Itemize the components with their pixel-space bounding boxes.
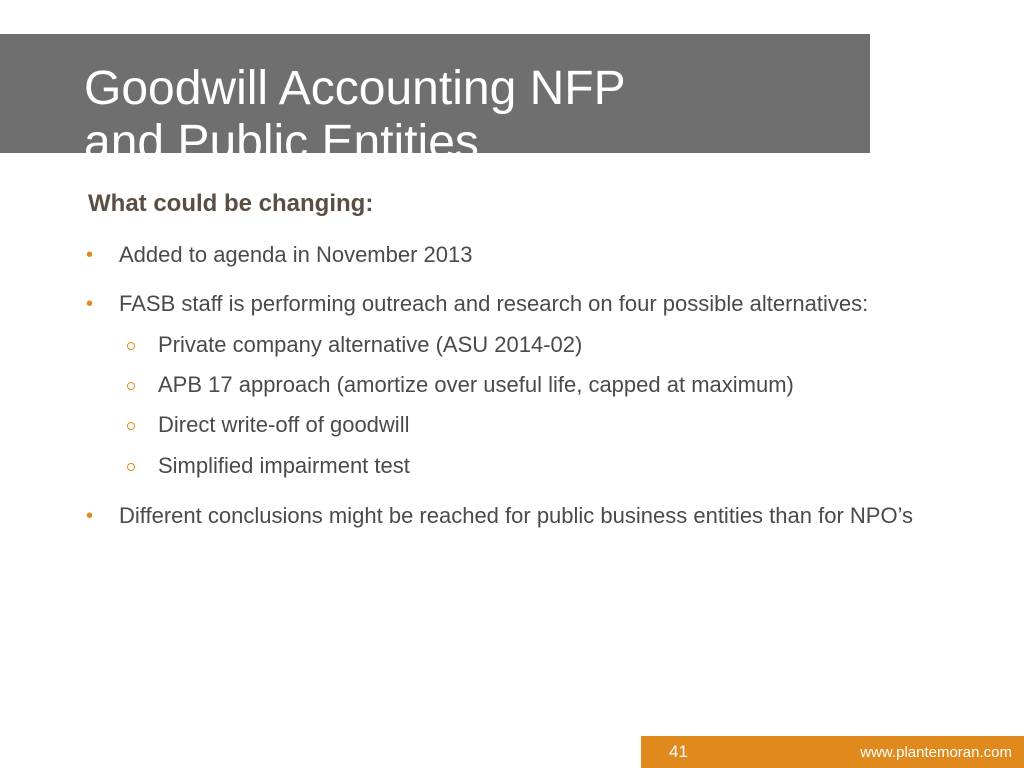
bullet-dot-icon: •	[86, 293, 94, 315]
sub-bullet-text: Direct write-off of goodwill	[158, 412, 410, 437]
slide-title-line-2: and Public Entities	[84, 116, 479, 169]
sub-bullet-text: APB 17 approach (amortize over useful life, capped at maximum)	[158, 372, 794, 397]
page-number: 41	[669, 742, 688, 761]
bullet-dot-icon: •	[86, 244, 94, 266]
sub-bullet-text: Simplified impairment test	[158, 453, 410, 478]
footer-bar	[641, 736, 1024, 768]
sub-bullet-circle-icon	[127, 342, 135, 350]
sub-bullet-circle-icon	[127, 382, 135, 390]
sub-bullet-circle-icon	[127, 422, 135, 430]
bullet-dot-icon: •	[86, 505, 94, 527]
sub-bullet-text: Private company alternative (ASU 2014-02)	[158, 332, 583, 357]
bullet-text: Different conclusions might be reached for public business entities than for NPO’s	[119, 503, 914, 528]
slide-title	[84, 62, 626, 170]
bullet-text: FASB staff is performing outreach and research on four possible alternatives:	[119, 291, 869, 316]
title-bar	[0, 34, 870, 169]
sub-bullet-circle-icon	[127, 463, 135, 471]
website-url: www.plantemoran.com	[860, 744, 1012, 761]
bullet-text: Added to agenda in November 2013	[119, 242, 473, 267]
slide-title-line-1: Goodwill Accounting NFP	[84, 62, 626, 115]
section-heading: What could be changing:	[88, 190, 374, 217]
